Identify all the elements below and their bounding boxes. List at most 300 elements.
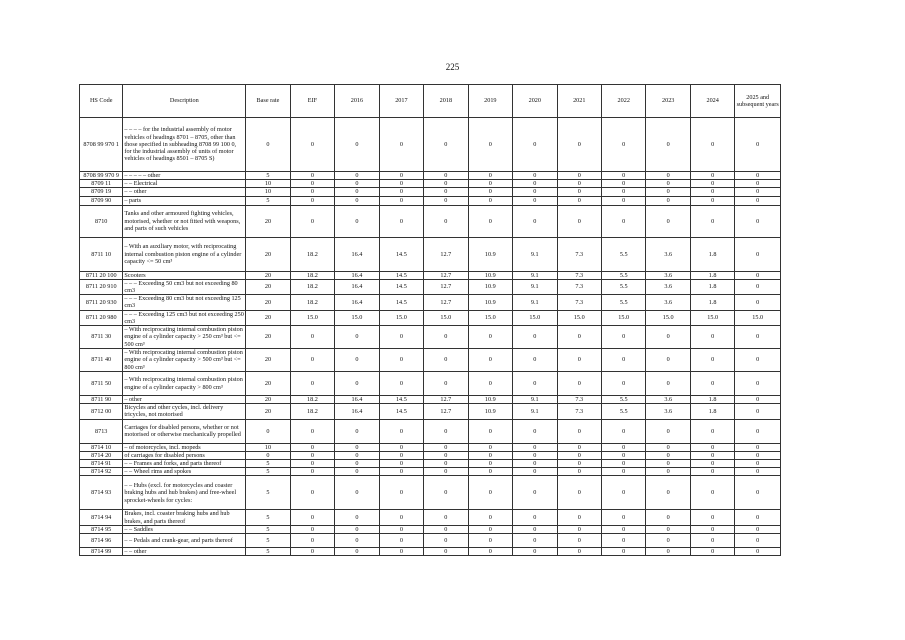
y2021-cell: 0 xyxy=(557,349,601,372)
hs-code-cell: 8708 99 970 9 xyxy=(80,172,123,180)
y2019-cell: 0 xyxy=(468,196,512,205)
y2022-cell: 0 xyxy=(601,172,645,180)
y2021-cell: 0 xyxy=(557,205,601,237)
header-eif: EIF xyxy=(290,85,334,118)
eif-cell: 0 xyxy=(290,451,334,459)
description-cell: Carriages for disabled persons, whether or not motorised or otherwise mechanically propelled xyxy=(123,419,246,443)
hs-code-cell: 8713 xyxy=(80,419,123,443)
y2025-cell: 0 xyxy=(735,525,781,533)
table-row xyxy=(80,237,781,271)
hs-code-cell: 8714 96 xyxy=(80,534,123,548)
table-row xyxy=(80,372,781,396)
eif-cell: 0 xyxy=(290,205,334,237)
y2020-cell: 0 xyxy=(513,468,557,476)
y2016-cell: 0 xyxy=(335,205,379,237)
y2016-cell: 16.4 xyxy=(335,271,379,279)
description-cell: – – Electrical xyxy=(123,180,246,188)
y2019-cell: 0 xyxy=(468,419,512,443)
hs-code-cell: 8711 40 xyxy=(80,349,123,372)
y2019-cell: 0 xyxy=(468,451,512,459)
y2016-cell: 0 xyxy=(335,188,379,196)
y2017-cell: 0 xyxy=(379,476,423,510)
y2020-cell: 0 xyxy=(513,196,557,205)
hs-code-cell: 8708 99 970 1 xyxy=(80,118,123,172)
y2016-cell: 0 xyxy=(335,525,379,533)
y2023-cell: 0 xyxy=(646,460,690,468)
y2022-cell: 0 xyxy=(601,419,645,443)
y2020-cell: 15.0 xyxy=(513,310,557,325)
y2019-cell: 0 xyxy=(468,326,512,349)
y2022-cell: 15.0 xyxy=(601,310,645,325)
y2017-cell: 0 xyxy=(379,172,423,180)
description-cell: – – – – for the industrial assembly of motor vehicles of headings 8701 – 8705, other than those specified in subheading 8708 99 100 0, for the industrial assembly of units of motor vehicles of headings 8501 – 8705 S) xyxy=(123,118,246,172)
base-rate-cell: 20 xyxy=(246,349,290,372)
table-row xyxy=(80,468,781,476)
base-rate-cell: 20 xyxy=(246,326,290,349)
hs-code-cell: 8712 00 xyxy=(80,404,123,419)
y2016-cell: 0 xyxy=(335,460,379,468)
eif-cell: 0 xyxy=(290,372,334,396)
y2020-cell: 0 xyxy=(513,476,557,510)
hs-code-cell: 8711 30 xyxy=(80,326,123,349)
table-row xyxy=(80,349,781,372)
y2021-cell: 7.3 xyxy=(557,396,601,404)
hs-code-cell: 8711 20 930 xyxy=(80,295,123,310)
y2024-cell: 0 xyxy=(690,443,734,451)
y2019-cell: 0 xyxy=(468,548,512,556)
y2024-cell: 0 xyxy=(690,525,734,533)
y2018-cell: 0 xyxy=(424,372,468,396)
y2021-cell: 0 xyxy=(557,118,601,172)
table-row xyxy=(80,180,781,188)
y2020-cell: 0 xyxy=(513,548,557,556)
table-row xyxy=(80,172,781,180)
y2020-cell: 0 xyxy=(513,443,557,451)
y2025-cell: 0 xyxy=(735,180,781,188)
y2021-cell: 7.3 xyxy=(557,404,601,419)
y2025-cell: 0 xyxy=(735,118,781,172)
y2017-cell: 0 xyxy=(379,510,423,525)
y2025-cell: 0 xyxy=(735,205,781,237)
y2023-cell: 0 xyxy=(646,443,690,451)
y2020-cell: 0 xyxy=(513,326,557,349)
description-cell: – With an auxiliary motor, with reciprocating internal combustion piston engine of a cylinder capacity <= 50 cm³ xyxy=(123,237,246,271)
y2020-cell: 9.1 xyxy=(513,396,557,404)
description-cell: – With reciprocating internal combustion piston engine of a cylinder capacity > 250 cm³ but <= 500 cm³ xyxy=(123,326,246,349)
base-rate-cell: 5 xyxy=(246,476,290,510)
y2020-cell: 0 xyxy=(513,372,557,396)
table-row xyxy=(80,118,781,172)
table-row xyxy=(80,419,781,443)
y2018-cell: 12.7 xyxy=(424,279,468,294)
y2016-cell: 0 xyxy=(335,510,379,525)
y2018-cell: 12.7 xyxy=(424,396,468,404)
y2024-cell: 1.8 xyxy=(690,279,734,294)
y2023-cell: 0 xyxy=(646,419,690,443)
y2024-cell: 0 xyxy=(690,476,734,510)
y2018-cell: 0 xyxy=(424,460,468,468)
base-rate-cell: 10 xyxy=(246,180,290,188)
y2019-cell: 0 xyxy=(468,510,512,525)
hs-code-cell: 8709 11 xyxy=(80,180,123,188)
y2016-cell: 0 xyxy=(335,419,379,443)
table-row xyxy=(80,279,781,294)
y2016-cell: 16.4 xyxy=(335,279,379,294)
y2025-cell: 0 xyxy=(735,460,781,468)
hs-code-cell: 8714 93 xyxy=(80,476,123,510)
y2019-cell: 0 xyxy=(468,180,512,188)
description-cell: – – Frames and forks, and parts thereof xyxy=(123,460,246,468)
base-rate-cell: 5 xyxy=(246,196,290,205)
y2022-cell: 0 xyxy=(601,205,645,237)
page-number: 225 xyxy=(445,62,460,72)
y2021-cell: 0 xyxy=(557,534,601,548)
y2025-cell: 0 xyxy=(735,271,781,279)
y2021-cell: 0 xyxy=(557,419,601,443)
y2022-cell: 0 xyxy=(601,349,645,372)
base-rate-cell: 0 xyxy=(246,419,290,443)
y2023-cell: 0 xyxy=(646,548,690,556)
y2025-cell: 0 xyxy=(735,326,781,349)
y2019-cell: 0 xyxy=(468,460,512,468)
y2020-cell: 9.1 xyxy=(513,279,557,294)
y2020-cell: 0 xyxy=(513,118,557,172)
y2018-cell: 12.7 xyxy=(424,404,468,419)
y2023-cell: 0 xyxy=(646,326,690,349)
description-cell: – – other xyxy=(123,548,246,556)
base-rate-cell: 20 xyxy=(246,237,290,271)
y2024-cell: 0 xyxy=(690,349,734,372)
table-row xyxy=(80,205,781,237)
y2018-cell: 0 xyxy=(424,326,468,349)
y2017-cell: 0 xyxy=(379,468,423,476)
y2025-cell: 0 xyxy=(735,279,781,294)
base-rate-cell: 10 xyxy=(246,443,290,451)
y2020-cell: 0 xyxy=(513,349,557,372)
y2019-cell: 0 xyxy=(468,534,512,548)
y2019-cell: 0 xyxy=(468,118,512,172)
y2022-cell: 0 xyxy=(601,180,645,188)
y2022-cell: 0 xyxy=(601,443,645,451)
y2016-cell: 16.4 xyxy=(335,237,379,271)
y2024-cell: 1.8 xyxy=(690,237,734,271)
y2023-cell: 0 xyxy=(646,451,690,459)
y2017-cell: 14.5 xyxy=(379,295,423,310)
y2017-cell: 0 xyxy=(379,349,423,372)
y2020-cell: 0 xyxy=(513,205,557,237)
y2022-cell: 5.5 xyxy=(601,396,645,404)
y2020-cell: 0 xyxy=(513,180,557,188)
eif-cell: 0 xyxy=(290,172,334,180)
header-2019: 2019 xyxy=(468,85,512,118)
y2019-cell: 0 xyxy=(468,349,512,372)
y2023-cell: 15.0 xyxy=(646,310,690,325)
base-rate-cell: 10 xyxy=(246,188,290,196)
base-rate-cell: 20 xyxy=(246,310,290,325)
table-row xyxy=(80,188,781,196)
y2020-cell: 0 xyxy=(513,525,557,533)
description-cell: – of motorcycles, incl. mopeds xyxy=(123,443,246,451)
eif-cell: 0 xyxy=(290,118,334,172)
description-cell: Tanks and other armoured fighting vehicles, motorised, whether or not fitted with weapons, and parts of such vehicles xyxy=(123,205,246,237)
y2022-cell: 0 xyxy=(601,451,645,459)
base-rate-cell: 5 xyxy=(246,525,290,533)
y2021-cell: 0 xyxy=(557,525,601,533)
y2023-cell: 0 xyxy=(646,468,690,476)
y2025-cell: 0 xyxy=(735,468,781,476)
table-row xyxy=(80,326,781,349)
y2023-cell: 0 xyxy=(646,525,690,533)
y2018-cell: 0 xyxy=(424,419,468,443)
y2020-cell: 9.1 xyxy=(513,295,557,310)
hs-code-cell: 8709 19 xyxy=(80,188,123,196)
eif-cell: 0 xyxy=(290,326,334,349)
y2020-cell: 0 xyxy=(513,460,557,468)
header-2016: 2016 xyxy=(335,85,379,118)
y2017-cell: 0 xyxy=(379,118,423,172)
base-rate-cell: 5 xyxy=(246,534,290,548)
header-base-rate: Base rate xyxy=(246,85,290,118)
header-2025-and-subsequent: 2025 and subsequent years xyxy=(735,85,781,118)
y2020-cell: 9.1 xyxy=(513,404,557,419)
header-2023: 2023 xyxy=(646,85,690,118)
y2021-cell: 0 xyxy=(557,510,601,525)
eif-cell: 0 xyxy=(290,525,334,533)
y2018-cell: 0 xyxy=(424,196,468,205)
y2024-cell: 15.0 xyxy=(690,310,734,325)
hs-code-cell: 8714 99 xyxy=(80,548,123,556)
y2022-cell: 0 xyxy=(601,548,645,556)
y2019-cell: 0 xyxy=(468,443,512,451)
hs-code-cell: 8714 20 xyxy=(80,451,123,459)
description-cell: – With reciprocating internal combustion piston engine of a cylinder capacity > 500 cm³ but <= 800 cm³ xyxy=(123,349,246,372)
y2020-cell: 0 xyxy=(513,172,557,180)
header-2024: 2024 xyxy=(690,85,734,118)
y2019-cell: 10.9 xyxy=(468,396,512,404)
base-rate-cell: 5 xyxy=(246,510,290,525)
y2019-cell: 10.9 xyxy=(468,237,512,271)
y2022-cell: 0 xyxy=(601,476,645,510)
y2018-cell: 0 xyxy=(424,349,468,372)
y2019-cell: 15.0 xyxy=(468,310,512,325)
y2019-cell: 10.9 xyxy=(468,271,512,279)
table-row xyxy=(80,443,781,451)
y2016-cell: 0 xyxy=(335,548,379,556)
base-rate-cell: 20 xyxy=(246,271,290,279)
eif-cell: 0 xyxy=(290,534,334,548)
y2025-cell: 0 xyxy=(735,196,781,205)
table-row xyxy=(80,396,781,404)
base-rate-cell: 0 xyxy=(246,118,290,172)
table-row xyxy=(80,404,781,419)
y2023-cell: 3.6 xyxy=(646,396,690,404)
header-row xyxy=(80,85,781,118)
y2024-cell: 0 xyxy=(690,326,734,349)
y2021-cell: 0 xyxy=(557,196,601,205)
y2024-cell: 1.8 xyxy=(690,271,734,279)
y2016-cell: 0 xyxy=(335,196,379,205)
y2021-cell: 0 xyxy=(557,188,601,196)
description-cell: – – Hubs (excl. for motorcycles and coaster braking hubs and hub brakes) and free-wheel sprocket-wheels for cycles: xyxy=(123,476,246,510)
y2024-cell: 0 xyxy=(690,188,734,196)
y2017-cell: 0 xyxy=(379,534,423,548)
table-row xyxy=(80,460,781,468)
header-2017: 2017 xyxy=(379,85,423,118)
y2025-cell: 0 xyxy=(735,349,781,372)
table-row xyxy=(80,476,781,510)
y2024-cell: 0 xyxy=(690,205,734,237)
y2017-cell: 14.5 xyxy=(379,396,423,404)
y2021-cell: 7.3 xyxy=(557,271,601,279)
header-description: Description xyxy=(123,85,246,118)
y2022-cell: 5.5 xyxy=(601,404,645,419)
y2019-cell: 0 xyxy=(468,172,512,180)
table-row xyxy=(80,510,781,525)
y2021-cell: 0 xyxy=(557,180,601,188)
y2018-cell: 12.7 xyxy=(424,271,468,279)
table-row xyxy=(80,451,781,459)
y2019-cell: 0 xyxy=(468,188,512,196)
y2022-cell: 0 xyxy=(601,326,645,349)
table-row xyxy=(80,525,781,533)
y2017-cell: 0 xyxy=(379,188,423,196)
y2018-cell: 0 xyxy=(424,188,468,196)
eif-cell: 15.0 xyxy=(290,310,334,325)
y2017-cell: 14.5 xyxy=(379,237,423,271)
y2019-cell: 0 xyxy=(468,525,512,533)
eif-cell: 18.2 xyxy=(290,404,334,419)
y2023-cell: 0 xyxy=(646,180,690,188)
hs-code-cell: 8711 90 xyxy=(80,396,123,404)
y2021-cell: 15.0 xyxy=(557,310,601,325)
y2023-cell: 0 xyxy=(646,372,690,396)
y2022-cell: 5.5 xyxy=(601,295,645,310)
y2019-cell: 0 xyxy=(468,468,512,476)
eif-cell: 0 xyxy=(290,548,334,556)
y2018-cell: 0 xyxy=(424,468,468,476)
header-2018: 2018 xyxy=(424,85,468,118)
base-rate-cell: 20 xyxy=(246,404,290,419)
y2023-cell: 0 xyxy=(646,205,690,237)
y2025-cell: 0 xyxy=(735,372,781,396)
y2021-cell: 0 xyxy=(557,468,601,476)
base-rate-cell: 5 xyxy=(246,468,290,476)
description-cell: Brakes, incl. coaster braking hubs and hub brakes, and parts thereof xyxy=(123,510,246,525)
y2018-cell: 0 xyxy=(424,451,468,459)
hs-code-cell: 8711 20 100 xyxy=(80,271,123,279)
y2024-cell: 1.8 xyxy=(690,396,734,404)
description-cell: – parts xyxy=(123,196,246,205)
y2025-cell: 0 xyxy=(735,451,781,459)
hs-code-cell: 8711 20 910 xyxy=(80,279,123,294)
y2016-cell: 0 xyxy=(335,180,379,188)
y2019-cell: 0 xyxy=(468,205,512,237)
y2025-cell: 15.0 xyxy=(735,310,781,325)
y2016-cell: 16.4 xyxy=(335,396,379,404)
hs-code-cell: 8714 94 xyxy=(80,510,123,525)
y2021-cell: 0 xyxy=(557,172,601,180)
y2016-cell: 0 xyxy=(335,172,379,180)
y2024-cell: 0 xyxy=(690,172,734,180)
y2022-cell: 0 xyxy=(601,510,645,525)
y2019-cell: 0 xyxy=(468,476,512,510)
y2017-cell: 0 xyxy=(379,460,423,468)
description-cell: – – – Exceeding 50 cm3 but not exceeding 80 cm3 xyxy=(123,279,246,294)
y2018-cell: 12.7 xyxy=(424,295,468,310)
eif-cell: 0 xyxy=(290,443,334,451)
y2018-cell: 0 xyxy=(424,443,468,451)
y2020-cell: 0 xyxy=(513,419,557,443)
y2022-cell: 0 xyxy=(601,372,645,396)
y2017-cell: 14.5 xyxy=(379,271,423,279)
y2017-cell: 0 xyxy=(379,196,423,205)
y2017-cell: 15.0 xyxy=(379,310,423,325)
table-row xyxy=(80,310,781,325)
y2020-cell: 9.1 xyxy=(513,237,557,271)
y2023-cell: 0 xyxy=(646,172,690,180)
hs-code-cell: 8714 91 xyxy=(80,460,123,468)
base-rate-cell: 20 xyxy=(246,205,290,237)
y2023-cell: 3.6 xyxy=(646,271,690,279)
table-row xyxy=(80,295,781,310)
y2023-cell: 0 xyxy=(646,534,690,548)
y2022-cell: 5.5 xyxy=(601,279,645,294)
hs-code-cell: 8710 xyxy=(80,205,123,237)
y2024-cell: 0 xyxy=(690,419,734,443)
y2017-cell: 0 xyxy=(379,372,423,396)
y2024-cell: 0 xyxy=(690,534,734,548)
base-rate-cell: 20 xyxy=(246,279,290,294)
y2020-cell: 0 xyxy=(513,534,557,548)
y2020-cell: 9.1 xyxy=(513,271,557,279)
y2017-cell: 0 xyxy=(379,548,423,556)
table-header xyxy=(80,85,781,118)
y2021-cell: 0 xyxy=(557,460,601,468)
table-body xyxy=(80,118,781,556)
y2016-cell: 0 xyxy=(335,326,379,349)
y2018-cell: 0 xyxy=(424,205,468,237)
header-2020: 2020 xyxy=(513,85,557,118)
base-rate-cell: 20 xyxy=(246,396,290,404)
hs-code-cell: 8711 50 xyxy=(80,372,123,396)
y2016-cell: 0 xyxy=(335,118,379,172)
y2020-cell: 0 xyxy=(513,188,557,196)
y2016-cell: 0 xyxy=(335,534,379,548)
y2023-cell: 3.6 xyxy=(646,295,690,310)
y2022-cell: 5.5 xyxy=(601,271,645,279)
y2022-cell: 0 xyxy=(601,525,645,533)
y2016-cell: 0 xyxy=(335,443,379,451)
header-2022: 2022 xyxy=(601,85,645,118)
y2023-cell: 0 xyxy=(646,349,690,372)
y2024-cell: 0 xyxy=(690,196,734,205)
eif-cell: 18.2 xyxy=(290,237,334,271)
eif-cell: 0 xyxy=(290,476,334,510)
y2022-cell: 0 xyxy=(601,468,645,476)
y2023-cell: 3.6 xyxy=(646,404,690,419)
description-cell: – – – – – other xyxy=(123,172,246,180)
y2016-cell: 16.4 xyxy=(335,404,379,419)
y2023-cell: 0 xyxy=(646,196,690,205)
y2017-cell: 0 xyxy=(379,180,423,188)
y2023-cell: 0 xyxy=(646,118,690,172)
hs-code-cell: 8714 92 xyxy=(80,468,123,476)
y2025-cell: 0 xyxy=(735,443,781,451)
y2022-cell: 0 xyxy=(601,188,645,196)
description-cell: – – – Exceeding 80 cm3 but not exceeding 125 cm3 xyxy=(123,295,246,310)
y2024-cell: 1.8 xyxy=(690,295,734,310)
eif-cell: 0 xyxy=(290,468,334,476)
